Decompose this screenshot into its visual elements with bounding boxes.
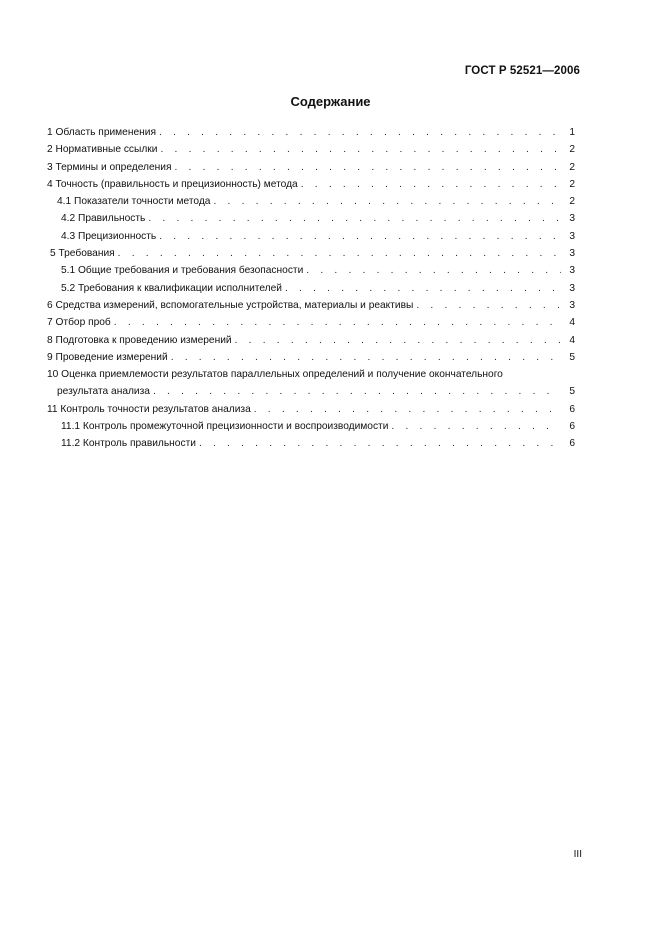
- toc-entry-label: результата анализа: [57, 383, 153, 400]
- toc-leader-dots: [254, 401, 561, 418]
- toc-entry[interactable]: [47, 210, 575, 227]
- toc-entry-label: 7 Отбор проб: [47, 314, 114, 331]
- toc-entry-page: 6: [561, 401, 575, 418]
- toc-entry-page: 3: [561, 297, 575, 314]
- toc-entry-page: 3: [561, 210, 575, 227]
- toc-entry[interactable]: [47, 245, 575, 262]
- toc-leader-dots: [391, 418, 561, 435]
- toc-leader-dots: [306, 262, 561, 279]
- toc-leader-dots: [199, 435, 561, 452]
- toc-entry-page: 1: [561, 124, 575, 141]
- toc-leader-dots: [174, 159, 561, 176]
- toc-entry[interactable]: [47, 124, 575, 141]
- toc-leader-dots: [213, 193, 561, 210]
- toc-entry-label: 1 Область применения: [47, 124, 159, 141]
- toc-entry-page: 4: [561, 314, 575, 331]
- toc-leader-dots: [285, 280, 561, 297]
- toc-entry-page: 6: [561, 418, 575, 435]
- toc-leader-dots: [171, 349, 561, 366]
- toc-entry-page: 5: [561, 349, 575, 366]
- toc-entry-label: 6 Средства измерений, вспомогательные устройства, материалы и реактивы: [47, 297, 416, 314]
- toc-entry-label: 5 Требования: [50, 245, 118, 262]
- toc-entry[interactable]: [47, 366, 575, 401]
- toc-entry-label: 3 Термины и определения: [47, 159, 174, 176]
- toc-entry-page: 4: [561, 332, 575, 349]
- toc-entry-label: 4.3 Прецизионность: [61, 228, 159, 245]
- toc-leader-dots: [118, 245, 561, 262]
- toc-entry-page: 2: [561, 141, 575, 158]
- toc-entry[interactable]: [47, 435, 575, 452]
- toc-entry[interactable]: [47, 401, 575, 418]
- toc-leader-dots: [235, 332, 561, 349]
- toc-entry[interactable]: [47, 193, 575, 210]
- toc-leader-dots: [148, 210, 561, 227]
- toc-leader-dots: [153, 383, 561, 400]
- toc-entry-label: 2 Нормативные ссылки: [47, 141, 160, 158]
- toc-entry[interactable]: [47, 418, 575, 435]
- toc-leader-dots: [416, 297, 561, 314]
- toc-entry-label: 4 Точность (правильность и прецизионность) метода: [47, 176, 301, 193]
- toc-entry-label: 11 Контроль точности результатов анализа: [47, 401, 254, 418]
- toc-entry-label: 11.1 Контроль промежуточной прецизионности и воспроизводимости: [61, 418, 391, 435]
- toc-entry[interactable]: [47, 262, 575, 279]
- toc-entry-page: 5: [561, 383, 575, 400]
- toc-entry-page: 3: [561, 228, 575, 245]
- document-code: ГОСТ Р 52521—2006: [464, 65, 580, 77]
- toc-entry-label: 5.2 Требования к квалификации исполнителей: [61, 280, 285, 297]
- toc-entry-label: 4.1 Показатели точности метода: [57, 193, 213, 210]
- toc-entry-label: 9 Проведение измерений: [47, 349, 171, 366]
- page-number: III: [573, 849, 582, 860]
- toc-leader-dots: [159, 124, 561, 141]
- toc-entry-page: 3: [561, 262, 575, 279]
- toc-entry-label: 5.1 Общие требования и требования безопасности: [61, 262, 306, 279]
- toc-entry[interactable]: [47, 297, 575, 314]
- toc-entry[interactable]: [47, 349, 575, 366]
- toc-entry[interactable]: [47, 228, 575, 245]
- toc-entry-page: 2: [561, 176, 575, 193]
- toc-title: Содержание: [290, 94, 371, 109]
- toc-entry-label: 8 Подготовка к проведению измерений: [47, 332, 235, 349]
- toc-entry-label: 4.2 Правильность: [61, 210, 148, 227]
- toc-entry[interactable]: [47, 159, 575, 176]
- toc-entry-page: 2: [561, 159, 575, 176]
- toc-entry[interactable]: [47, 280, 575, 297]
- toc-entry-label: 11.2 Контроль правильности: [61, 435, 199, 452]
- toc-leader-dots: [301, 176, 561, 193]
- toc-leader-dots: [114, 314, 561, 331]
- toc-entry-page: 6: [561, 435, 575, 452]
- toc-entry[interactable]: [47, 176, 575, 193]
- toc-leader-dots: [159, 228, 561, 245]
- toc-entry[interactable]: [47, 141, 575, 158]
- toc-entry-label-line1: 10 Оценка приемлемости результатов параллельных определений и получение окончательного: [47, 366, 506, 383]
- toc-entry[interactable]: [47, 332, 575, 349]
- toc-entry-page: 3: [561, 280, 575, 297]
- table-of-contents: [47, 124, 575, 453]
- toc-leader-dots: [160, 141, 561, 158]
- toc-entry-page: 2: [561, 193, 575, 210]
- toc-entry-page: 3: [561, 245, 575, 262]
- toc-entry[interactable]: [47, 314, 575, 331]
